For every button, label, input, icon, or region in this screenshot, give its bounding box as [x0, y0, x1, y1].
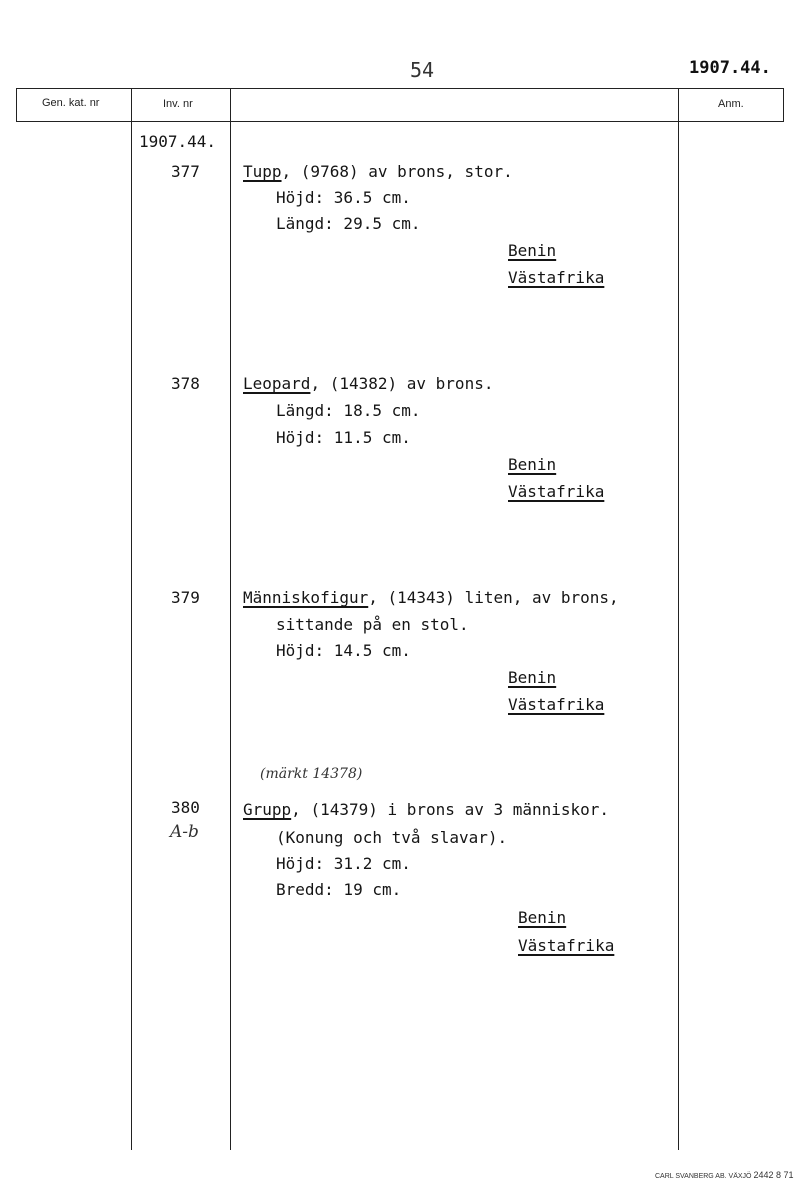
origin-region: Västafrika	[508, 695, 605, 714]
measurement-line: Höjd: 11.5 cm.	[276, 428, 411, 447]
ledger-code-header: 1907.44.	[689, 58, 771, 78]
object-name: Människofigur	[243, 588, 369, 607]
printer-name: CARL SVANBERG AB. VÄXJÖ	[655, 1173, 752, 1180]
col-header-inv: Inv. nr	[163, 98, 193, 110]
left-border	[16, 88, 17, 122]
ledger-prefix: 1907.44.	[139, 132, 217, 151]
printer-imprint	[655, 1170, 793, 1180]
object-description: , (14379) i brons av 3 människor.	[291, 800, 610, 819]
measurement-line: Längd: 29.5 cm.	[276, 214, 421, 233]
inv-number: 378	[171, 374, 200, 393]
measurement-line: Bredd: 19 cm.	[276, 880, 402, 899]
origin-place: Benin	[508, 241, 557, 260]
handwritten-marking-note: (märkt 14378)	[260, 766, 363, 782]
object-name: Leopard	[243, 374, 311, 393]
object-description: , (14382) av brons.	[310, 374, 494, 393]
entry-title	[243, 588, 619, 607]
inv-number: 380	[171, 798, 200, 817]
entry-title	[243, 374, 493, 393]
description-line: sittande på en stol.	[276, 615, 469, 634]
col-divider-1	[131, 88, 132, 1150]
origin-region: Västafrika	[508, 268, 605, 287]
right-border	[783, 88, 784, 122]
description-line: (Konung och två slavar).	[276, 828, 508, 847]
col-header-anm: Anm.	[718, 98, 744, 110]
page-number: 54	[410, 58, 435, 82]
col-header-gen-kat: Gen. kat. nr	[42, 97, 100, 109]
inv-number: 377	[171, 162, 200, 181]
handwritten-inv-suffix: A-b	[170, 822, 199, 842]
origin-place: Benin	[518, 908, 567, 927]
object-name: Tupp	[243, 162, 282, 181]
origin-place: Benin	[508, 455, 557, 474]
measurement-line: Höjd: 36.5 cm.	[276, 188, 411, 207]
object-name: Grupp	[243, 800, 292, 819]
origin-region: Västafrika	[518, 936, 615, 955]
measurement-line: Längd: 18.5 cm.	[276, 401, 421, 420]
entry-title	[243, 800, 609, 819]
form-code: 2442 8 71	[753, 1170, 794, 1180]
object-description: , (9768) av brons, stor.	[281, 162, 513, 181]
col-divider-3	[678, 88, 679, 1150]
origin-place: Benin	[508, 668, 557, 687]
object-description: , (14343) liten, av brons,	[368, 588, 619, 607]
entry-title	[243, 162, 513, 181]
origin-region: Västafrika	[508, 482, 605, 501]
inv-number: 379	[171, 588, 200, 607]
col-divider-2	[230, 88, 231, 1150]
measurement-line: Höjd: 31.2 cm.	[276, 854, 411, 873]
measurement-line: Höjd: 14.5 cm.	[276, 641, 411, 660]
